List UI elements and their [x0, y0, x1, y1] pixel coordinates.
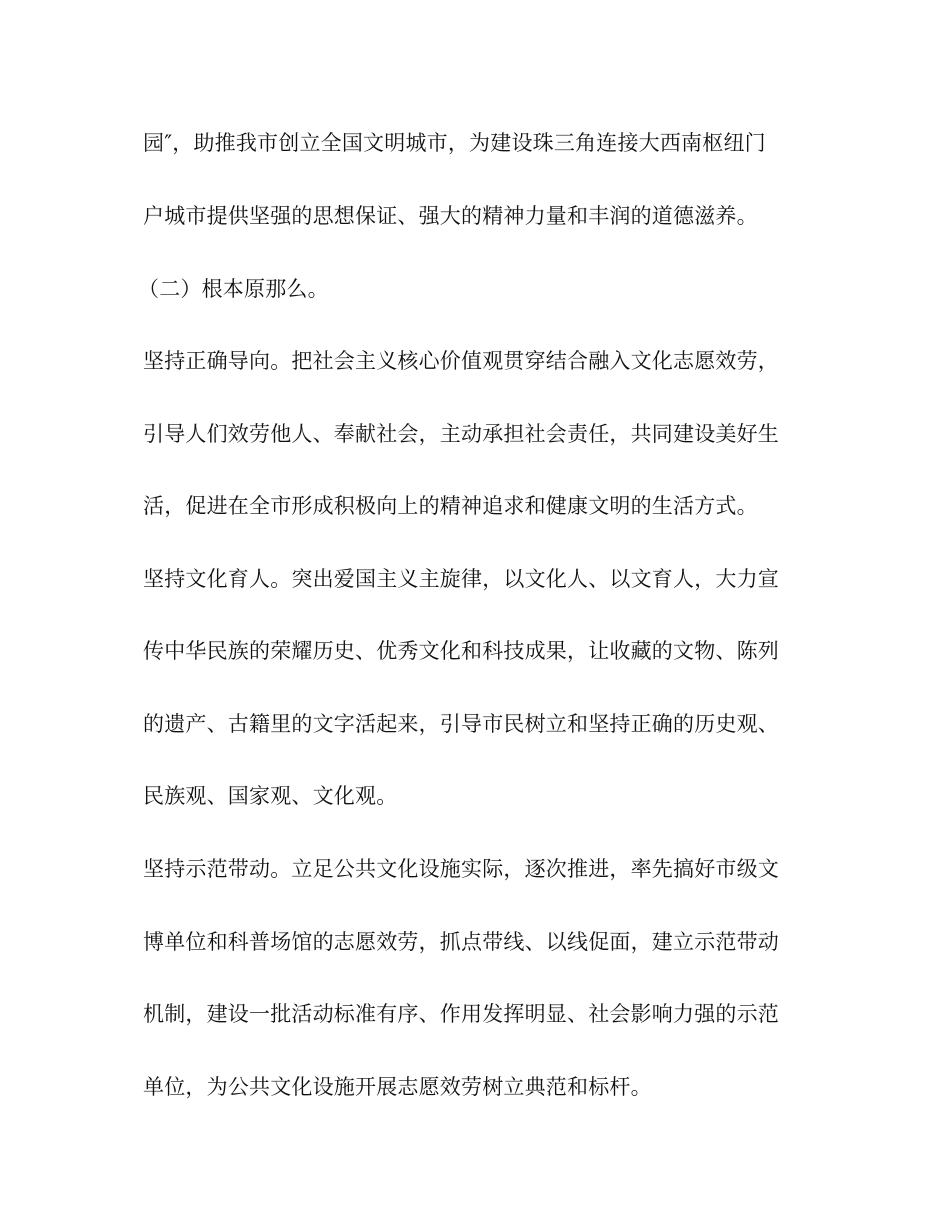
text-line: 机制，建设一批活动标准有序、作用发挥明显、社会影响力强的示范 [143, 1002, 779, 1026]
text-line: 活，促进在全市形成积极向上的精神追求和健康文明的生活方式。 [143, 494, 758, 518]
text-line: 的遗产、古籍里的文字活起来，引导市民树立和坚持正确的历史观、 [143, 712, 779, 736]
text-line: 博单位和科普场馆的志愿效劳，抓点带线、以线促面，建立示范带动 [143, 930, 779, 954]
text-line: 单位，为公共文化设施开展志愿效劳树立典范和标杆。 [143, 1075, 652, 1099]
text-line: 坚持示范带动。立足公共文化设施实际，逐次推进，率先搞好市级文 [143, 857, 779, 881]
text-line: 坚持文化育人。突出爱国主义主旋律，以文化人、以文育人，大力宣 [143, 567, 779, 591]
text-line: 民族观、国家观、文化观。 [143, 784, 398, 808]
section-heading: （二）根本原那么。 [138, 277, 329, 301]
text-line: 引导人们效劳他人、奉献社会，主动承担社会责任，共同建设美好生 [143, 422, 779, 446]
text-line: 坚持正确导向。把社会主义核心价值观贯穿结合融入文化志愿效劳， [143, 349, 779, 373]
text-line: 户城市提供坚强的思想保证、强大的精神力量和丰润的道德滋养。 [143, 204, 758, 228]
text-line: 传中华民族的荣耀历史、优秀文化和科技成果，让收藏的文物、陈列 [143, 639, 779, 663]
text-line: 园″，助推我市创立全国文明城市，为建设珠三角连接大西南枢纽门 [143, 131, 766, 155]
